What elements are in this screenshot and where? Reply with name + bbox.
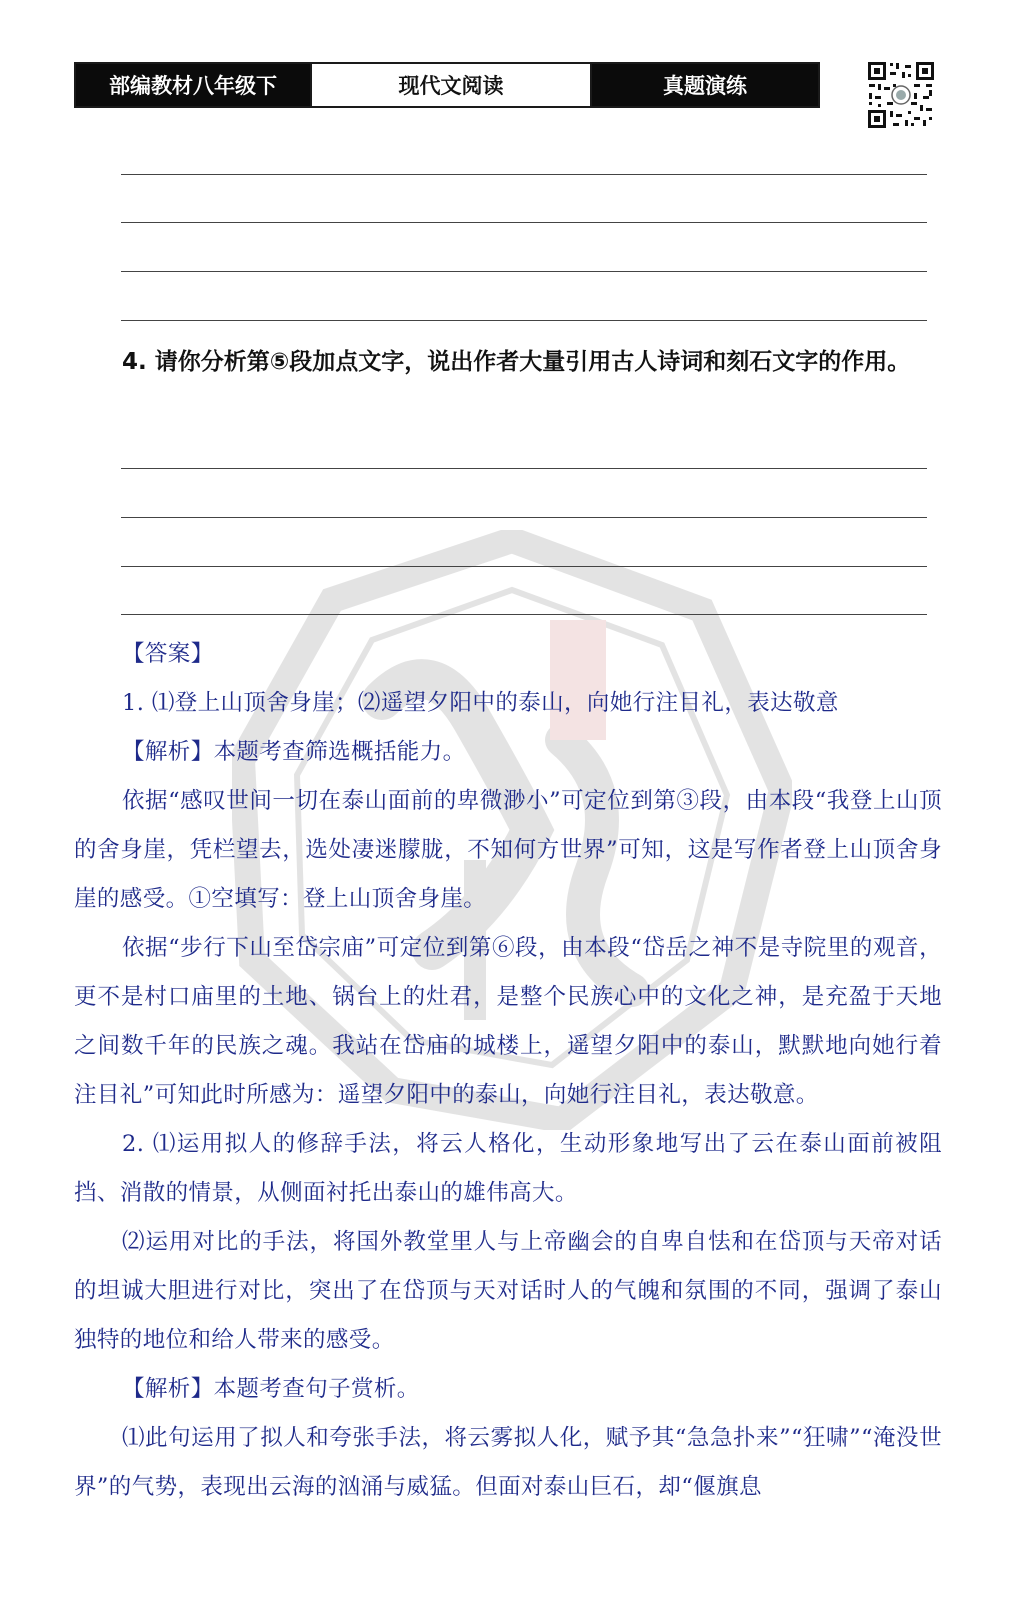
header-bar <box>74 62 820 108</box>
header-textbook: 部编教材八年级下 <box>76 64 310 106</box>
answer-line <box>121 271 927 272</box>
answer-line <box>121 566 927 567</box>
analysis-paragraph: 依据“感叹世间一切在泰山面前的卑微渺小”可定位到第③段，由本段“我登上山顶的舍身崖，凭栏望去，选处凄迷朦胧，不知何方世界”可知，这是写作者登上山顶舍身崖的感受。①空填写：登上山顶舍身崖。 <box>74 788 942 912</box>
header-section: 现代文阅读 <box>310 64 592 106</box>
question-4: 4. 请你分析第⑤段加点文字，说出作者大量引用古人诗词和刻石文字的作用。 <box>122 349 911 375</box>
answer-2-part-2: ⑵运用对比的手法，将国外教堂里人与上帝幽会的自卑自怯和在岱顶与天帝对话的坦诚大胆进行对比，突出了在岱顶与天对话时人的气魄和氛围的不同，强调了泰山独特的地位和给人带来的感受。 <box>74 1229 942 1353</box>
answer-line <box>121 614 927 615</box>
answer-section <box>74 630 942 1512</box>
analysis-heading-1: 【解析】本题考查筛选概括能力。 <box>122 739 466 765</box>
answer-2-part-1: 2. ⑴运用拟人的修辞手法，将云人格化，生动形象地写出了云在泰山面前被阻挡、消散的情景，从侧面衬托出泰山的雄伟高大。 <box>74 1131 942 1206</box>
header-practice: 真题演练 <box>592 64 818 106</box>
answer-heading: 【答案】 <box>122 641 214 667</box>
answer-line <box>121 222 927 223</box>
answer-line <box>121 320 927 321</box>
analysis-paragraph: 依据“步行下山至岱宗庙”可定位到第⑥段，由本段“岱岳之神不是寺院里的观音，更不是村口庙里的土地、锅台上的灶君，是整个民族心中的文化之神，是充盈于天地之间数千年的民族之魂。我站在岱庙的城楼上，遥望夕阳中的泰山，默默地向她行着注目礼”可知此时所感为：遥望夕阳中的泰山，向她行注目礼，表达敬意。 <box>74 935 942 1108</box>
answer-line <box>121 468 927 469</box>
answer-line <box>121 174 927 175</box>
qr-code-icon <box>866 60 936 130</box>
answer-1: 1. ⑴登上山顶舍身崖；⑵遥望夕阳中的泰山，向她行注目礼，表达敬意 <box>122 690 839 716</box>
analysis-paragraph: ⑴此句运用了拟人和夸张手法，将云雾拟人化，赋予其“急急扑来”“狂啸”“淹没世界”的气势，表现出云海的汹涌与威猛。但面对泰山巨石，却“偃旗息 <box>74 1425 942 1500</box>
analysis-heading-2: 【解析】本题考查句子赏析。 <box>122 1376 420 1402</box>
answer-line <box>121 517 927 518</box>
